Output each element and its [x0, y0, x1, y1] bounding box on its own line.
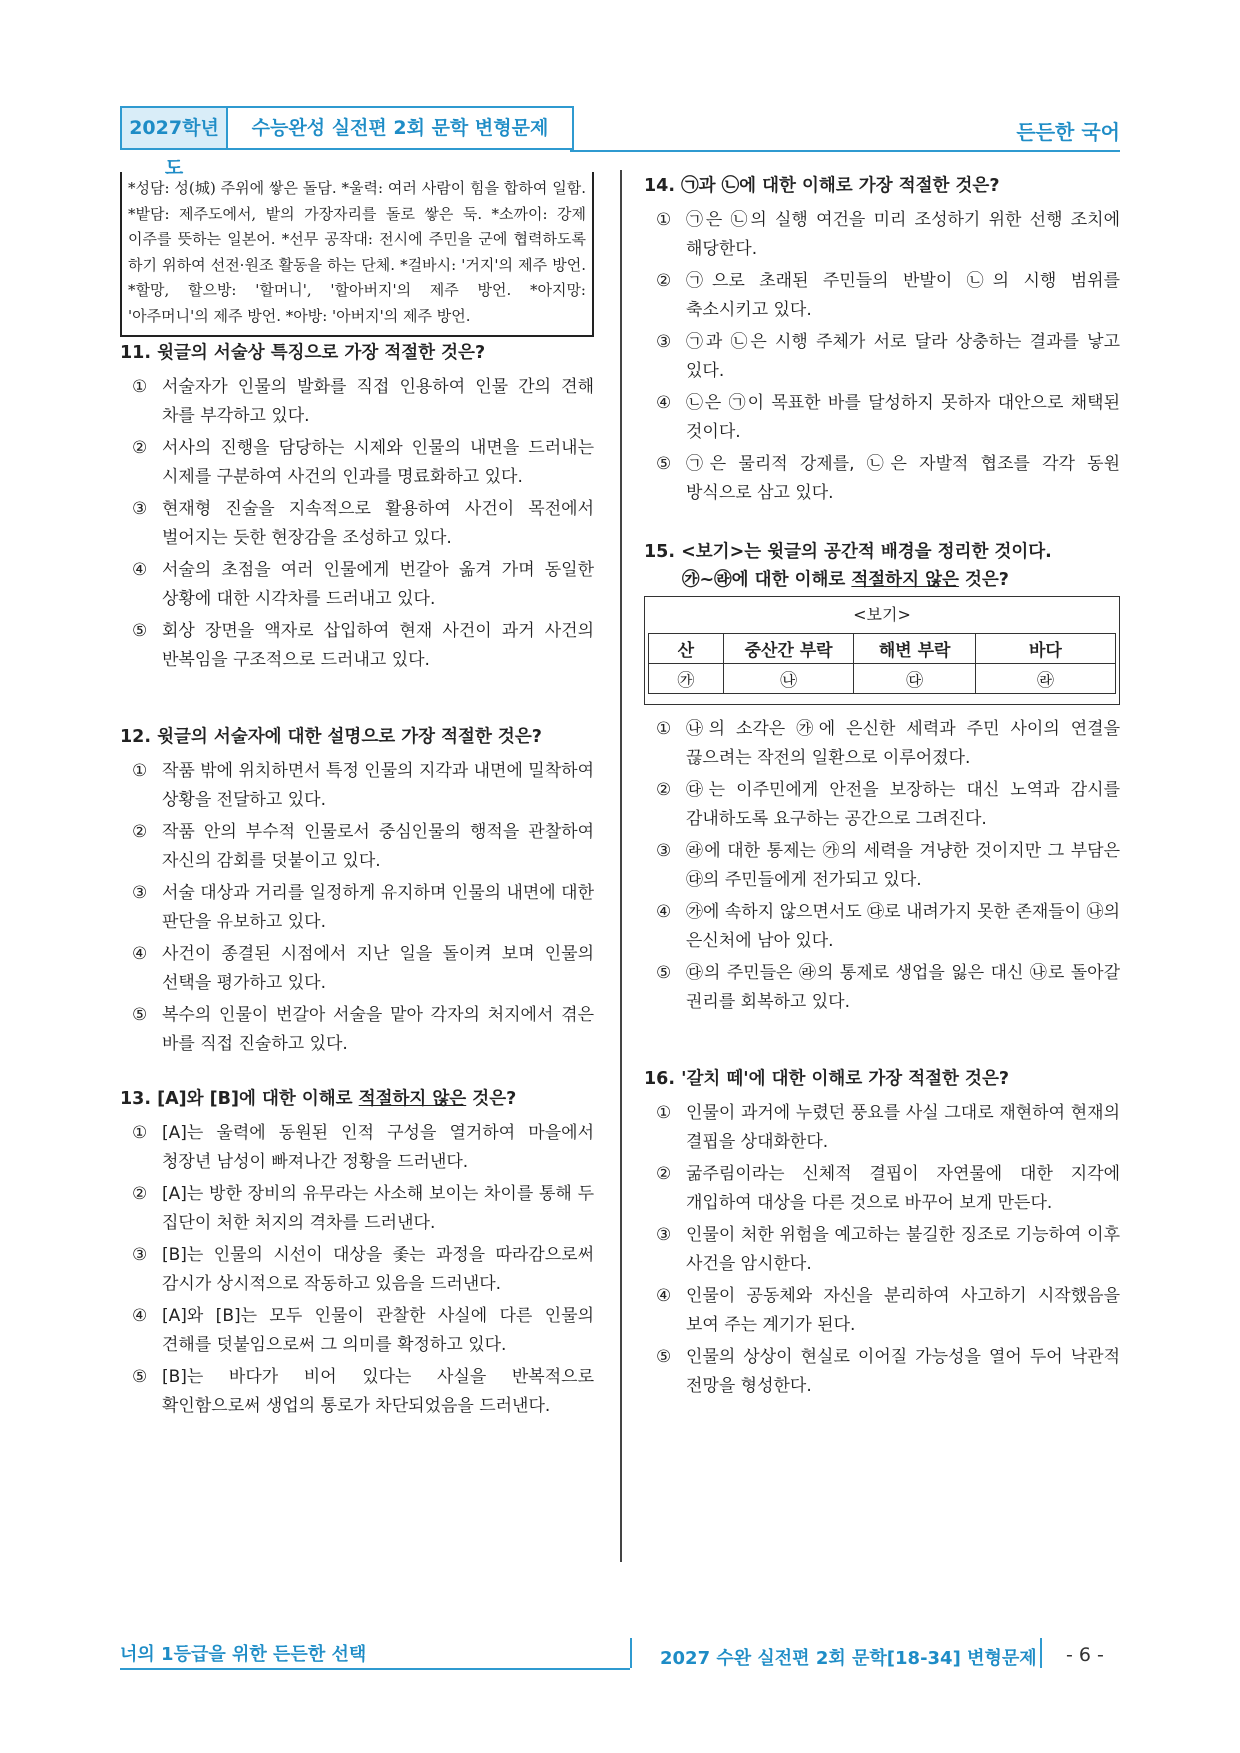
question-title-line1: 15. <보기>는 윗글의 공간적 배경을 정리한 것이다.: [644, 542, 1052, 562]
option-number: ④: [132, 944, 148, 964]
option-5[interactable]: [644, 450, 1120, 508]
option-list: [120, 757, 594, 1059]
option-number: ④: [656, 1286, 672, 1306]
option-text: ㉠은 ㉡의 실행 여건을 미리 조성하기 위한 선행 조치에 해당한다.: [686, 210, 1120, 259]
option-4[interactable]: [120, 1302, 594, 1360]
question-title: 12. 윗글의 서술자에 대한 설명으로 가장 적절한 것은?: [120, 727, 542, 747]
option-5[interactable]: [644, 1343, 1120, 1401]
option-3[interactable]: [644, 1221, 1120, 1279]
option-text: 인물의 상상이 현실로 이어질 가능성을 열어 두어 낙관적 전망을 형성한다.: [686, 1347, 1120, 1396]
option-2[interactable]: [120, 818, 594, 876]
option-text: 작품 안의 부수적 인물로서 중심인물의 행적을 관찰하여 자신의 감회를 덧붙이고 있다.: [162, 822, 594, 871]
option-number: ⑤: [132, 1367, 148, 1387]
option-2[interactable]: [120, 1180, 594, 1238]
option-1[interactable]: [120, 757, 594, 815]
option-text: ㉰의 주민들은 ㉱의 통제로 생업을 잃은 대신 ㉯로 돌아갈 권리를 회복하고 있다.: [686, 963, 1120, 1012]
option-2[interactable]: [644, 1160, 1120, 1218]
header-year: 2027학년도: [122, 108, 228, 148]
option-4[interactable]: [644, 389, 1120, 447]
option-number: ②: [132, 1184, 148, 1204]
footer-separator: [630, 1638, 632, 1668]
option-1[interactable]: [644, 206, 1120, 264]
option-number: ①: [132, 377, 148, 397]
option-text: 굶주림이라는 신체적 결핍이 자연물에 대한 지각에 개입하여 대상을 다른 것으로 바꾸어 보게 만든다.: [686, 1164, 1120, 1213]
option-number: ①: [132, 761, 148, 781]
option-text: [B]는 바다가 비어 있다는 사실을 반복적으로 확인함으로써 생업의 통로가 차단되었음을 드러낸다.: [162, 1367, 594, 1416]
option-text: 인물이 공동체와 자신을 분리하여 사고하기 시작했음을 보여 주는 계기가 된다.: [686, 1286, 1120, 1335]
question-title-emphasis: 적절하지 않은: [358, 1089, 467, 1109]
footer-slogan: 너의 1등급을 위한 든든한 선택: [120, 1644, 367, 1665]
option-text: 복수의 인물이 번갈아 서술을 맡아 각자의 처지에서 겪은 바를 직접 진술하고 있다.: [162, 1005, 594, 1054]
option-text: [A]는 방한 장비의 유무라는 사소해 보이는 차이를 통해 두 집단이 처한 처지의 격차를 드러낸다.: [162, 1184, 594, 1233]
question-13: [120, 1085, 594, 1421]
option-number: ②: [132, 438, 148, 458]
option-number: ①: [132, 1123, 148, 1143]
bogi-header-row: [649, 634, 1116, 664]
bogi-header-cell: 바다: [975, 634, 1115, 664]
option-4[interactable]: [120, 556, 594, 614]
right-column: [644, 172, 1120, 1423]
page-number: - 6 -: [1066, 1644, 1104, 1666]
option-number: ④: [132, 1306, 148, 1326]
bogi-mark-row: [649, 664, 1116, 694]
option-text: ㉯의 소각은 ㉮에 은신한 세력과 주민 사이의 연결을 끊으려는 작전의 일환으로 이루어졌다.: [686, 719, 1120, 768]
option-text: ㉡은 ㉠이 목표한 바를 달성하지 못하자 대안으로 채택된 것이다.: [686, 393, 1120, 442]
question-title-emphasis: 적절하지 않은: [851, 570, 959, 590]
question-title-line2: [644, 566, 1120, 594]
question-15: [644, 538, 1120, 1017]
question-title: 11. 윗글의 서술상 특징으로 가장 적절한 것은?: [120, 343, 486, 363]
option-text: 서사의 진행을 담당하는 시제와 인물의 내면을 드러내는 시제를 구분하여 사건의 인과를 명료화하고 있다.: [162, 438, 594, 487]
question-title-tail: 것은?: [466, 1089, 517, 1109]
option-1[interactable]: [644, 715, 1120, 773]
header-rule: [570, 150, 1120, 152]
glossary-box: *성담: 성(城) 주위에 쌓은 돌담. *울력: 여러 사람이 힘을 합하여 일함. *밭담: 제주도에서, 밭의 가장자리를 돌로 쌓은 둑. *소까이: 강제 이주를 뜻하는 일본어. *선무 공작대: 전시에 주민을 군에 협력하도록 하기 위하여 선전·원조 활동을 하는 단체. *걸바시: '거지'의 제주 방언. *할망, 할으방: '할머니', '할아버지'의 제주 방언. *아지망: '아주머니'의 제주 방언. *아방: '아버지'의 제주 방언.: [120, 172, 594, 337]
option-text: [B]는 인물의 시선이 대상을 좇는 과정을 따라감으로써 감시가 상시적으로 작동하고 있음을 드러낸다.: [162, 1245, 594, 1294]
option-number: ②: [656, 271, 672, 291]
bogi-mark-cell: ㉯: [723, 664, 854, 694]
left-column: [120, 172, 594, 1443]
option-3[interactable]: [644, 837, 1120, 895]
option-5[interactable]: [644, 959, 1120, 1017]
option-number: ②: [132, 822, 148, 842]
option-number: ⑤: [656, 963, 672, 983]
option-1[interactable]: [644, 1099, 1120, 1157]
option-text: 인물이 처한 위험을 예고하는 불길한 징조로 기능하여 이후 사건을 암시한다.: [686, 1225, 1120, 1274]
header-title: 수능완성 실전편 2회 문학 변형문제: [251, 117, 549, 139]
option-number: ③: [132, 1245, 148, 1265]
option-text: 작품 밖에 위치하면서 특정 인물의 지각과 내면에 밀착하여 상황을 전달하고 있다.: [162, 761, 594, 810]
option-text: ㉠과 ㉡은 시행 주체가 서로 달라 상충하는 결과를 낳고 있다.: [686, 332, 1120, 381]
question-title-lead: ㉮~㉱에 대한 이해로: [682, 570, 852, 590]
bogi-header-cell: 산: [649, 634, 724, 664]
footer-rule: [120, 1668, 630, 1670]
option-list: [644, 1099, 1120, 1401]
question-12: [120, 723, 594, 1059]
column-divider: [620, 170, 622, 1562]
option-4[interactable]: [644, 898, 1120, 956]
header-title-box: [120, 106, 574, 179]
question-11: [120, 339, 594, 675]
option-number: ⑤: [656, 454, 672, 474]
option-text: ㉰는 이주민에게 안전을 보장하는 대신 노역과 감시를 감내하도록 요구하는 공간으로 그려진다.: [686, 780, 1120, 829]
option-2[interactable]: [644, 267, 1120, 325]
bogi-mark-cell: ㉮: [649, 664, 724, 694]
option-number: ④: [656, 393, 672, 413]
bogi-mark-cell: ㉰: [854, 664, 975, 694]
option-number: ④: [656, 902, 672, 922]
option-5[interactable]: [120, 617, 594, 675]
option-number: ⑤: [132, 1005, 148, 1025]
option-4[interactable]: [120, 940, 594, 998]
option-list: [644, 206, 1120, 508]
option-1[interactable]: [120, 373, 594, 431]
bogi-mark-cell: ㉱: [975, 664, 1115, 694]
option-text: [A]는 울력에 동원된 인적 구성을 열거하여 마을에서 청장년 남성이 빠져나간 정황을 드러낸다.: [162, 1123, 594, 1172]
option-text: 회상 장면을 액자로 삽입하여 현재 사건이 과거 사건의 반복임을 구조적으로 드러내고 있다.: [162, 621, 594, 670]
option-3[interactable]: [644, 328, 1120, 386]
question-title: [644, 538, 1120, 594]
option-list: [120, 1119, 594, 1421]
option-number: ③: [656, 332, 672, 352]
option-text: ㉱에 대한 통제는 ㉮의 세력을 겨냥한 것이지만 그 부담은 ㉰의 주민들에게 전가되고 있다.: [686, 841, 1120, 890]
option-number: ③: [132, 499, 148, 519]
bogi-box: [644, 596, 1120, 705]
question-16: [644, 1065, 1120, 1401]
option-3[interactable]: [120, 1241, 594, 1299]
option-text: 현재형 진술을 지속적으로 활용하여 사건이 목전에서 벌어지는 듯한 현장감을 조성하고 있다.: [162, 499, 594, 548]
option-list: [120, 373, 594, 675]
option-2[interactable]: [644, 776, 1120, 834]
option-number: ①: [656, 719, 672, 739]
footer-separator: [1040, 1638, 1042, 1668]
option-number: ②: [656, 780, 672, 800]
bogi-table: [648, 633, 1116, 694]
option-number: ③: [132, 883, 148, 903]
option-text: [A]와 [B]는 모두 인물이 관찰한 사실에 다른 인물의 견해를 덧붙임으로써 그 의미를 확정하고 있다.: [162, 1306, 594, 1355]
bogi-caption: <보기>: [853, 605, 911, 624]
option-list: [644, 715, 1120, 1017]
option-text: 인물이 과거에 누렸던 풍요를 사실 그대로 재현하여 현재의 결핍을 상대화한다.: [686, 1103, 1120, 1152]
option-number: ⑤: [656, 1347, 672, 1367]
option-text: 서술의 초점을 여러 인물에게 번갈아 옮겨 가며 동일한 상황에 대한 시각차를 드러내고 있다.: [162, 560, 594, 609]
option-number: ①: [656, 1103, 672, 1123]
bogi-header-cell: 해변 부락: [854, 634, 975, 664]
option-text: ㉠은 물리적 강제를, ㉡은 자발적 협조를 각각 동원 방식으로 삼고 있다.: [686, 454, 1120, 503]
option-text: ㉠으로 초래된 주민들의 반발이 ㉡의 시행 범위를 축소시키고 있다.: [686, 271, 1120, 320]
option-3[interactable]: [120, 495, 594, 553]
option-2[interactable]: [120, 434, 594, 492]
option-number: ⑤: [132, 621, 148, 641]
option-text: 사건이 종결된 시점에서 지난 일을 돌이켜 보며 인물의 선택을 평가하고 있다.: [162, 944, 594, 993]
option-text: 서술 대상과 거리를 일정하게 유지하며 인물의 내면에 대한 판단을 유보하고 있다.: [162, 883, 594, 932]
option-text: 서술자가 인물의 발화를 직접 인용하여 인물 간의 견해 차를 부각하고 있다.: [162, 377, 594, 426]
header-brand: 든든한 국어: [1016, 120, 1120, 144]
question-14: [644, 172, 1120, 508]
option-number: ②: [656, 1164, 672, 1184]
option-4[interactable]: [644, 1282, 1120, 1340]
option-1[interactable]: [120, 1119, 594, 1177]
option-number: ③: [656, 1225, 672, 1245]
question-title-tail: 것은?: [958, 570, 1009, 590]
question-title: 14. ㉠과 ㉡에 대한 이해로 가장 적절한 것은?: [644, 176, 1000, 196]
option-number: ④: [132, 560, 148, 580]
option-5[interactable]: [120, 1001, 594, 1059]
question-title: 16. '갈치 떼'에 대한 이해로 가장 적절한 것은?: [644, 1069, 1009, 1089]
option-number: ①: [656, 210, 672, 230]
option-5[interactable]: [120, 1363, 594, 1421]
option-3[interactable]: [120, 879, 594, 937]
footer-series: 2027 수완 실전편 2회 문학[18-34] 변형문제: [660, 1648, 1037, 1669]
question-title-lead: 13. [A]와 [B]에 대한 이해로: [120, 1089, 359, 1109]
option-number: ③: [656, 841, 672, 861]
bogi-header-cell: 중산간 부락: [723, 634, 854, 664]
question-title: [120, 1085, 594, 1113]
option-text: ㉮에 속하지 않으면서도 ㉰로 내려가지 못한 존재들이 ㉯의 은신처에 남아 있다.: [686, 902, 1120, 951]
